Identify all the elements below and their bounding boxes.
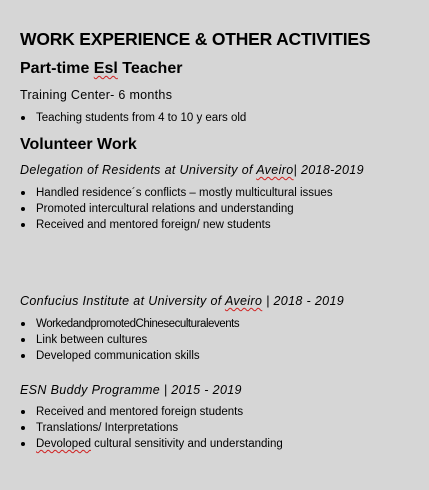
org-prefix: Confucius Institute at University of bbox=[20, 294, 225, 308]
volunteer-heading: Volunteer Work bbox=[20, 136, 137, 153]
org-confucius-institute bbox=[20, 294, 344, 308]
job-title-prefix: Part-time bbox=[20, 60, 94, 77]
job-title bbox=[20, 60, 182, 78]
delegation-bullets bbox=[20, 185, 333, 233]
org-suffix: | 2018-2019 bbox=[293, 163, 364, 177]
org-prefix: Delegation of Residents at University of bbox=[20, 163, 257, 177]
list-item: Handled residence´s conflicts – mostly multicultural issues bbox=[20, 185, 333, 201]
list-item: Teaching students from 4 to 10 y ears old bbox=[20, 110, 246, 126]
section-title: WORK EXPERIENCE & OTHER ACTIVITIES bbox=[20, 29, 371, 49]
org-misspelled: Aveiro bbox=[256, 163, 294, 177]
list-item: Developed communication skills bbox=[20, 348, 239, 364]
list-item: Received and mentored foreign/ new students bbox=[20, 217, 333, 233]
org-misspelled: Aveiro bbox=[224, 294, 263, 308]
esn-bullets bbox=[20, 404, 283, 452]
misspelled-word: Devoloped bbox=[36, 438, 91, 450]
list-item: Link between cultures bbox=[20, 332, 239, 348]
org-delegation-residents bbox=[20, 163, 364, 177]
confucius-bullets bbox=[20, 316, 239, 364]
job-title-suffix: Teacher bbox=[117, 60, 183, 77]
list-item bbox=[20, 436, 283, 452]
list-item: WorkedandpromotedChineseculturalevents bbox=[20, 316, 239, 332]
list-item: Translations/ Interpretations bbox=[20, 420, 283, 436]
list-item: Received and mentored foreign students bbox=[20, 404, 283, 420]
job-bullets bbox=[20, 110, 246, 126]
org-esn-buddy-programme: ESN Buddy Programme | 2015 - 2019 bbox=[20, 383, 242, 397]
bullet-rest: cultural sensitivity and understanding bbox=[90, 438, 283, 450]
org-suffix: | 2018 - 2019 bbox=[262, 294, 345, 308]
job-place: Training Center- 6 months bbox=[20, 88, 173, 102]
job-title-misspelled: Esl bbox=[93, 60, 118, 77]
list-item: Promoted intercultural relations and understanding bbox=[20, 201, 333, 217]
